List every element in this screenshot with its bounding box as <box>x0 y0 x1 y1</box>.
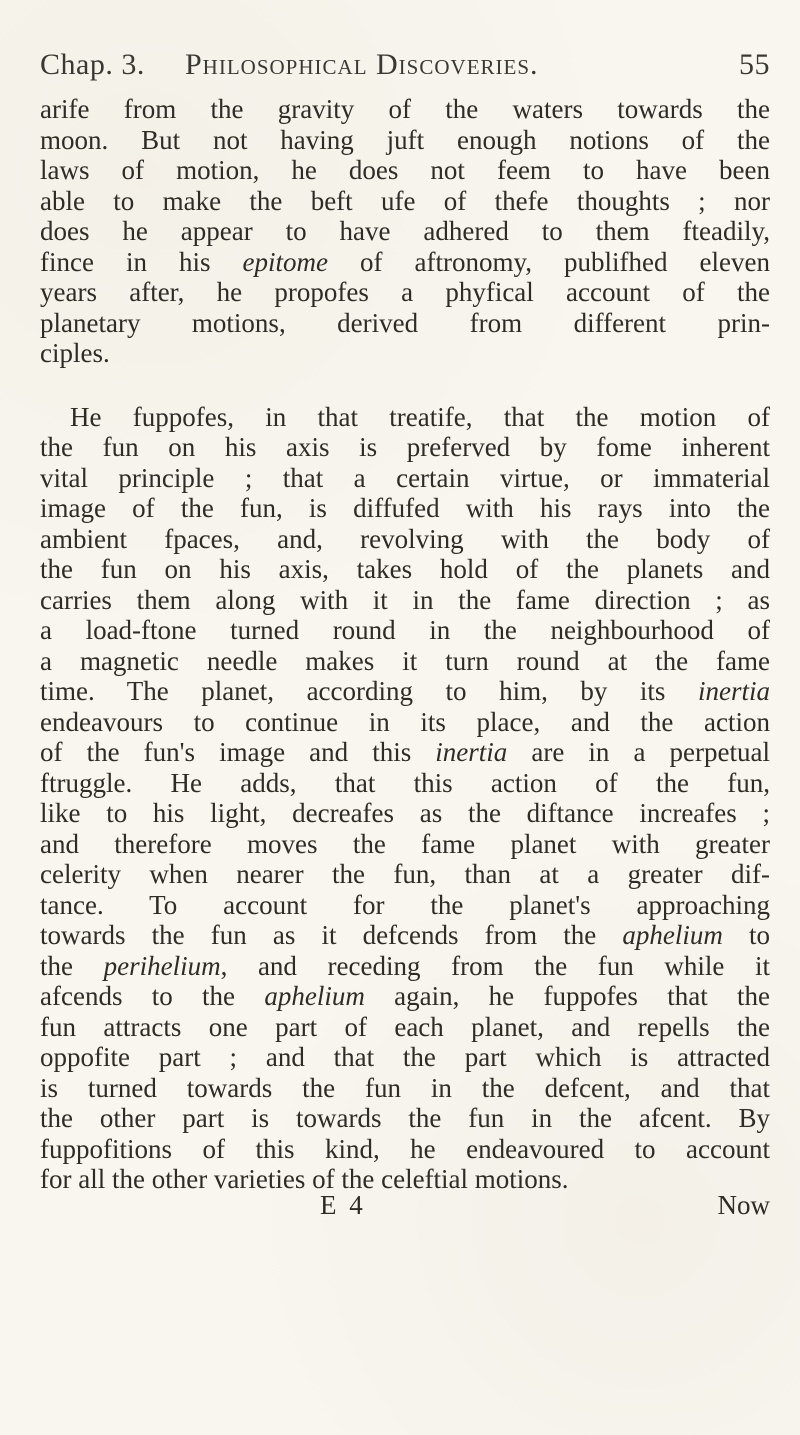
text-line: fuppofitions of this kind, he endeavoured to account <box>40 1133 770 1164</box>
text-fragment: are in a perpetual <box>507 737 770 767</box>
italic-inertia: inertia <box>698 676 770 706</box>
text-line: like to his light, decreafes as the diftance increafes ; <box>40 798 770 828</box>
page-bottom-spacer <box>40 1230 770 1231</box>
text-line-with-italic <box>40 676 770 707</box>
signature-mark: E 4 <box>320 1190 366 1220</box>
text-fragment: to <box>722 920 770 950</box>
text-line: for all the other varieties of the celeftial motions. <box>40 1164 569 1194</box>
text-line: laws of motion, he does not feem to have been <box>40 155 770 185</box>
text-line: the fun on his axis is preferved by fome inherent <box>40 432 770 462</box>
text-line: celerity when nearer the fun, than at a greater dif- <box>40 859 770 889</box>
text-line: ftruggle. He adds, that this action of the fun, <box>40 767 770 798</box>
text-line: and therefore moves the fame planet with greater <box>40 828 770 859</box>
text-fragment: of the fun's image and this <box>40 737 436 767</box>
text-line-with-italic <box>40 247 770 278</box>
text-line-with-italic <box>40 920 770 951</box>
text-line: arife from the gravity of the waters towards the <box>40 94 770 124</box>
text-line-with-italic <box>40 737 770 768</box>
text-line-with-italic <box>40 981 770 1012</box>
text-line: fun attracts one part of each planet, and repells the <box>40 1011 770 1042</box>
text-fragment: the <box>40 950 104 981</box>
text-fragment: time. The planet, according to him, by its <box>40 676 698 706</box>
text-line: the other part is towards the fun in the afcent. By <box>40 1103 770 1133</box>
paragraph-2 <box>40 402 770 1195</box>
text-fragment: fince in his <box>40 246 243 277</box>
italic-aphelium: aphelium <box>622 920 723 950</box>
text-fragment: towards the fun as it defcends from the <box>40 920 623 950</box>
paragraph-spacing <box>40 369 770 402</box>
text-line: ambient fpaces, and, revolving with the body of <box>40 523 770 554</box>
text-line: tance. To account for the planet's approaching <box>40 889 770 920</box>
page-number: 55 <box>739 48 770 81</box>
text-line: He fuppofes, in that treatife, that the motion of <box>70 401 770 432</box>
italic-aphelium: aphelium <box>264 981 365 1011</box>
text-line: a magnetic needle makes it turn round at the fame <box>40 645 770 676</box>
text-line: is turned towards the fun in the defcent, and that <box>40 1072 770 1103</box>
italic-perihelium: perihelium <box>103 950 221 981</box>
paragraph-1 <box>40 94 770 369</box>
running-head <box>40 45 770 85</box>
text-fragment: afcends to the <box>40 981 265 1011</box>
page-footer <box>40 1183 770 1228</box>
text-line: does he appear to have adhered to them fteadily, <box>40 216 770 246</box>
text-line: oppofite part ; and that the part which is attracted <box>40 1042 770 1072</box>
text-fragment: , and receding from the fun while it <box>220 950 770 981</box>
text-line: planetary motions, derived from different prin- <box>40 307 770 338</box>
italic-inertia: inertia <box>435 737 508 767</box>
text-fragment: again, he fuppofes that the <box>364 981 770 1011</box>
text-fragment: of aftronomy, publifhed eleven <box>328 246 770 277</box>
text-line: carries them along with it in the fame direction ; as <box>40 584 770 615</box>
text-line: a load-ftone turned round in the neighbourhood of <box>40 615 770 645</box>
chapter-label: Chap. 3. <box>40 48 145 81</box>
italic-word: epitome <box>242 246 329 277</box>
text-line: years after, he propofes a phyfical account of the <box>40 277 770 307</box>
text-line: ciples. <box>40 338 110 368</box>
text-line: moon. But not having juft enough notions of the <box>40 124 770 155</box>
text-line: the fun on his axis, takes hold of the planets and <box>40 554 770 584</box>
text-line: vital principle ; that a certain virtue, or immaterial <box>40 462 770 493</box>
page-title: Philosophical Discoveries. <box>185 48 539 81</box>
text-line: endeavours to continue in its place, and the action <box>40 706 770 737</box>
catchword: Now <box>717 1190 770 1220</box>
text-line-with-italic <box>40 951 770 982</box>
text-line: able to make the beft ufe of thefe thoughts ; nor <box>40 185 770 216</box>
text-line: image of the fun, is diffufed with his rays into the <box>40 493 770 523</box>
main-text <box>40 94 770 1195</box>
